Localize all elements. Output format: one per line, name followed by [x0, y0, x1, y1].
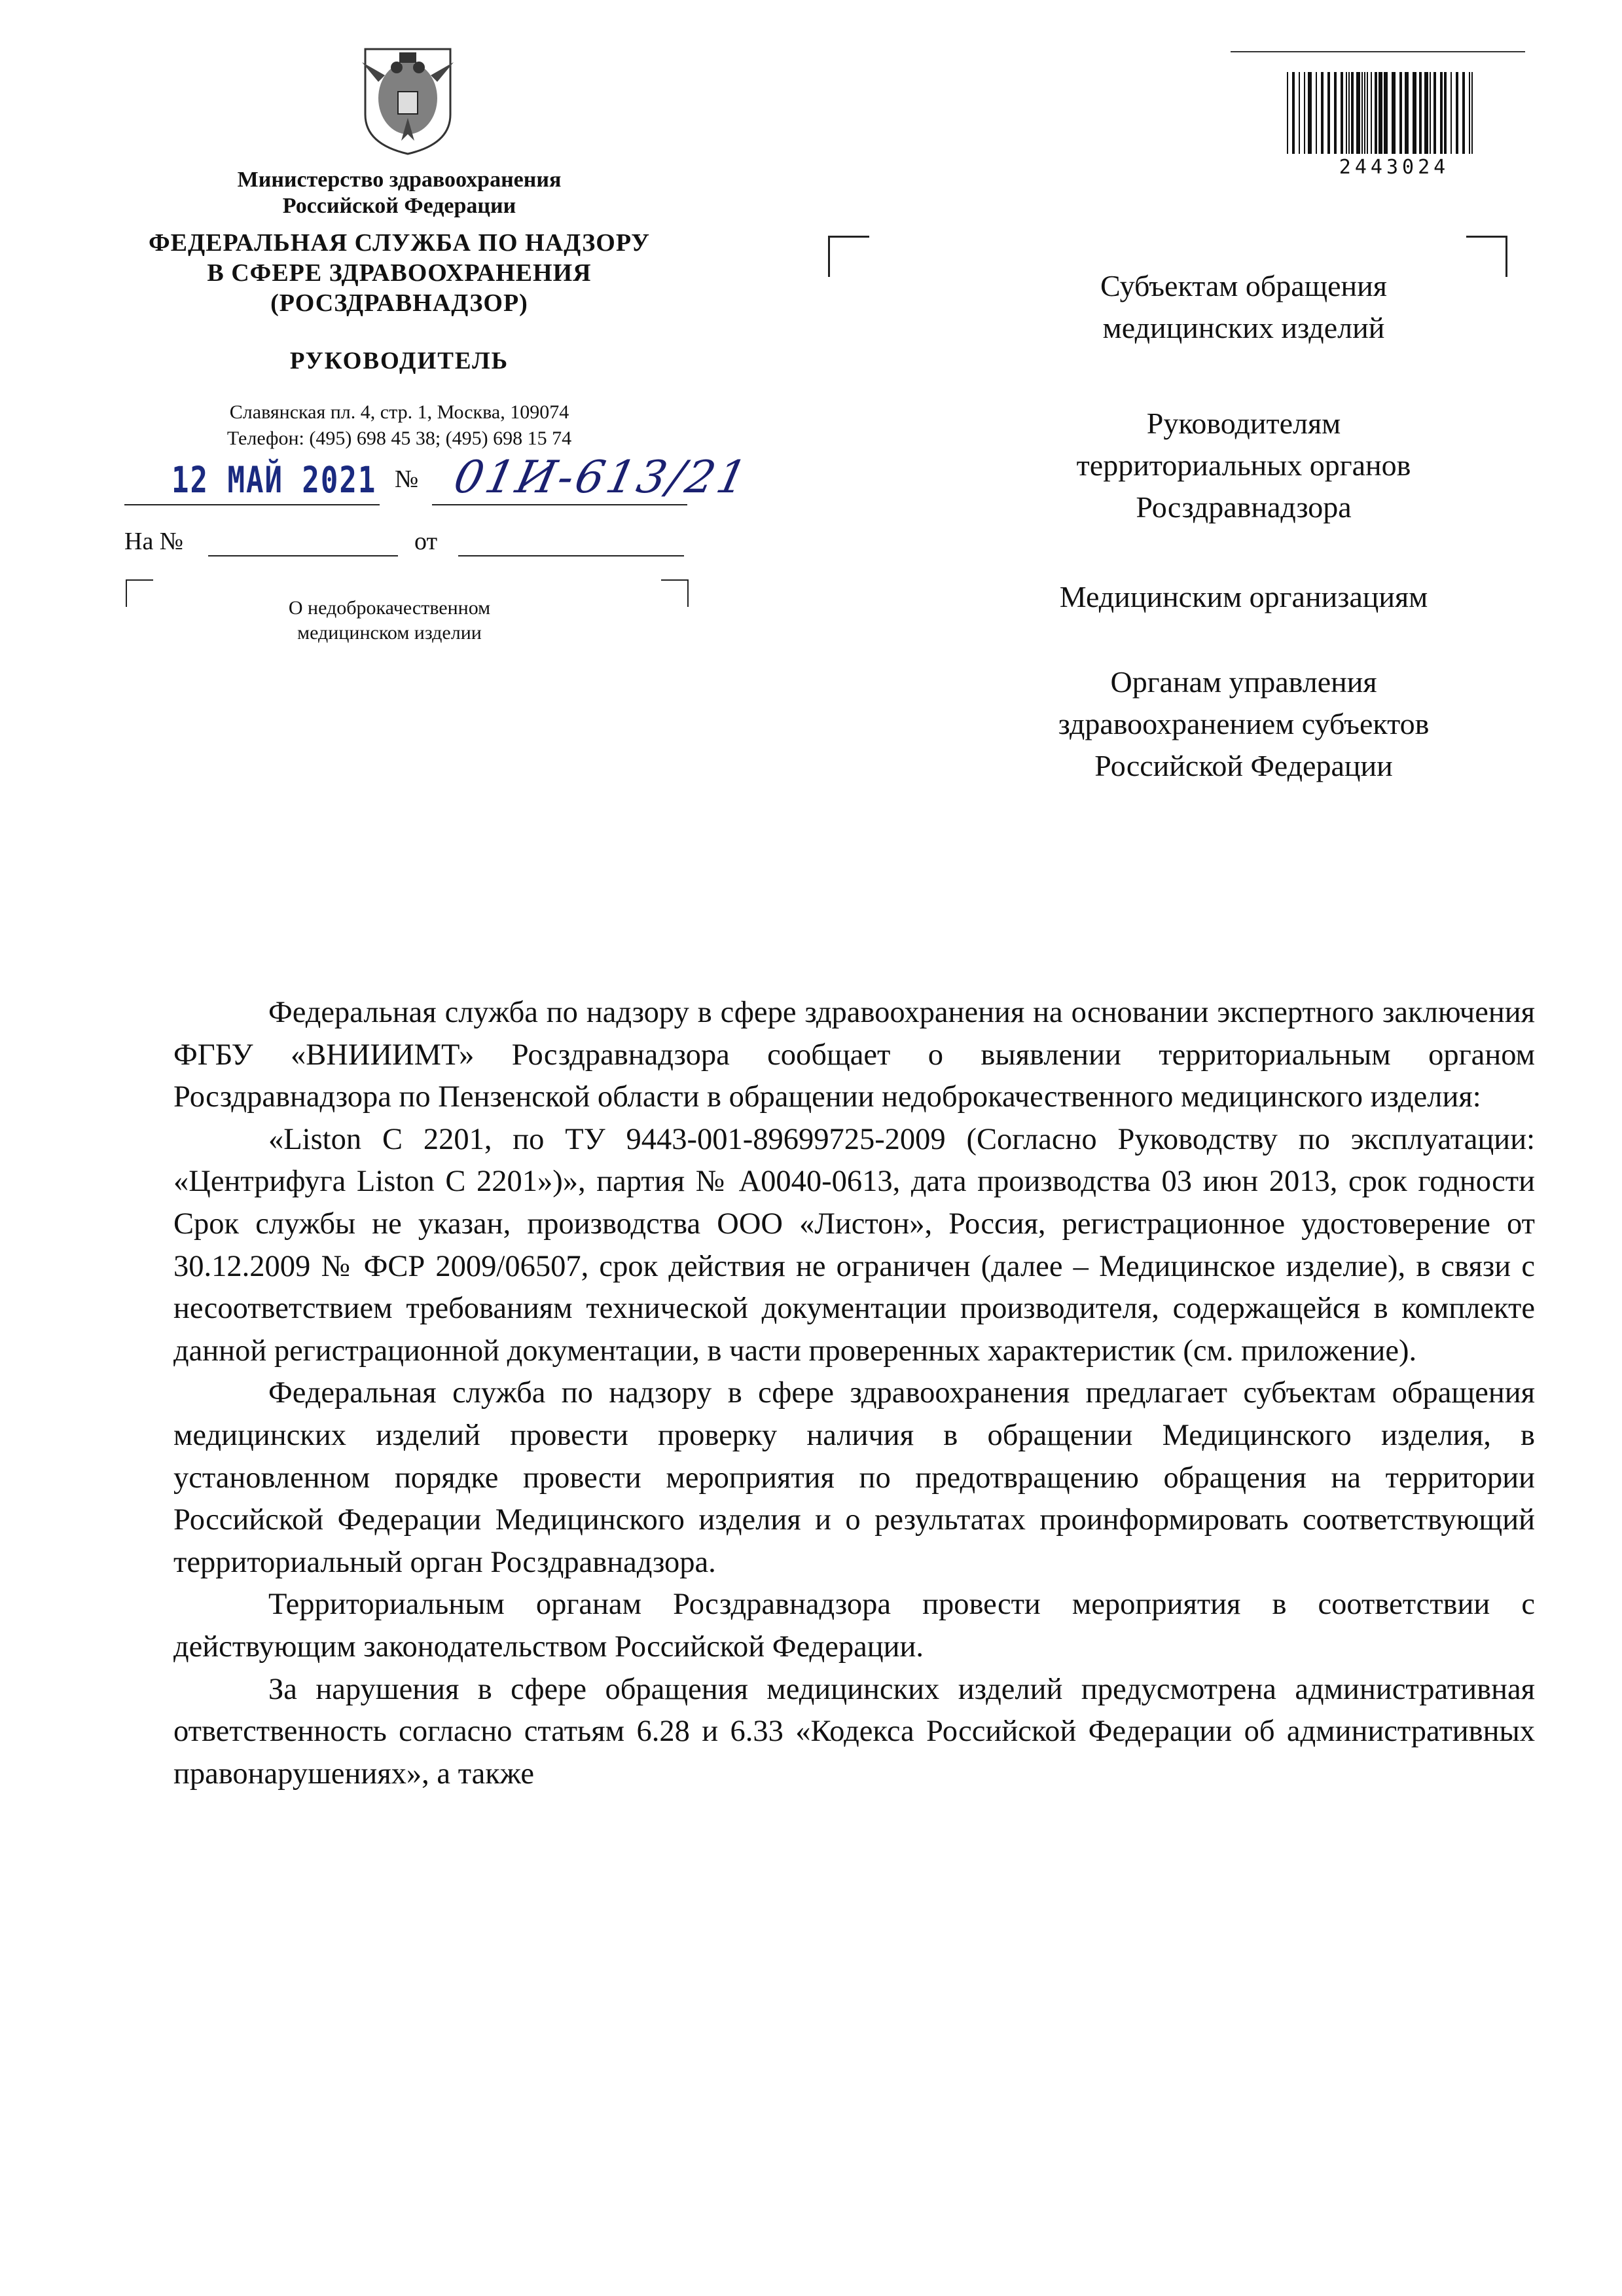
recipient-line: Субъектам обращения	[1100, 269, 1387, 302]
body-paragraph-3: Федеральная служба по надзору в сфере здравоохранения предлагает субъектам обращения медицинских изделий провести проверку наличия в обращении Медицинского изделия, в установленном порядке провести мероприятия по предотвращению обращения на территории Российской Федерации Медицинского изделия и о результатах проинформировать соответствующий территориальный орган Росздравнадзора.	[173, 1376, 1535, 1579]
recipient-block-4	[916, 661, 1571, 787]
service-line-3: (РОСЗДРАВНАДЗОР)	[270, 289, 528, 317]
coat-of-arms-emblem	[359, 36, 457, 157]
date-underline	[124, 504, 380, 505]
barcode-bar	[1456, 72, 1458, 154]
head-title: РУКОВОДИТЕЛЬ	[289, 348, 509, 374]
recipient-block-3	[916, 576, 1571, 618]
barcode-bar	[1308, 72, 1312, 154]
barcode-bar	[1451, 72, 1452, 154]
phone: Телефон: (495) 698 45 38; (495) 698 15 74	[226, 428, 572, 449]
recipient-block-1	[916, 265, 1571, 349]
barcode-bar	[1419, 72, 1422, 154]
address: Славянская пл. 4, стр. 1, Москва, 109074	[229, 401, 569, 423]
barcode-bar	[1399, 72, 1402, 154]
reply-number-label: На №	[124, 528, 184, 555]
barcode-number: 2443024	[1339, 156, 1450, 179]
subject-corner-top-left	[126, 579, 153, 607]
barcode-bar	[1348, 72, 1350, 154]
barcode-bar	[1321, 72, 1324, 154]
barcode-bar	[1430, 72, 1431, 154]
barcode-bar	[1424, 72, 1428, 154]
barcode-bar	[1444, 72, 1447, 154]
recipient-corner-top-left	[828, 236, 869, 277]
body-paragraph-4: Территориальным органам Росздравнадзора провести мероприятия в соответствии с действующим законодательством Российской Федерации.	[173, 1588, 1535, 1664]
subject-corner-top-right	[661, 579, 689, 607]
barcode-bar	[1341, 72, 1343, 154]
letter-body	[173, 992, 1535, 1795]
recipient-block-2	[916, 403, 1571, 528]
recipient-line: Медицинским организациям	[1059, 580, 1428, 613]
contact-block	[98, 399, 700, 452]
number-sign: №	[395, 465, 419, 493]
barcode-bar	[1327, 72, 1330, 154]
barcode-bar	[1316, 72, 1317, 154]
body-paragraph-5: За нарушения в сфере обращения медицинских изделий предусмотрена административная ответственность согласно статьям 6.28 и 6.33 «Кодекса Российской Федерации об административных правонарушениях», а также	[173, 1672, 1535, 1791]
barcode-bar	[1413, 72, 1416, 154]
barcode-bar	[1364, 72, 1365, 154]
barcode-bar	[1405, 72, 1409, 154]
barcode-bar	[1351, 72, 1354, 154]
reply-from-underline	[458, 555, 684, 556]
barcode-bar	[1299, 72, 1300, 154]
barcode-icon	[1283, 72, 1479, 157]
barcode-bar	[1304, 72, 1305, 154]
barcode-bar	[1379, 72, 1382, 154]
reply-from-label: от	[414, 528, 438, 555]
body-paragraph-2: «Liston C 2201, по ТУ 9443-001-89699725-2009 (Согласно Руководству по эксплуатации: «Центрифуга Liston C 2201»)», партия № A0040-0613, дата производства 03 июн 2013, срок годности Срок службы не указан, производства ООО «Листон», Россия, регистрационное удостоверение от 30.12.2009 № ФСР 2009/06507, срок действия не ограничен (далее – Медицинское изделие), в связи с несоответствием требованиям технической документации производителя, содержащейся в комплекте данной регистрационной документации, в части проверенных характеристик (см. приложение).	[173, 1122, 1535, 1368]
recipient-line: Органам управления	[1110, 665, 1377, 699]
number-underline	[432, 504, 687, 505]
barcode-bar	[1471, 72, 1473, 154]
barcode-bar	[1346, 72, 1347, 154]
subject-line-2: медицинском изделии	[297, 622, 482, 644]
barcode-bar	[1371, 72, 1372, 154]
handwritten-registration-number: 01И-613/21	[449, 452, 754, 503]
recipient-line: территориальных органов	[1076, 448, 1411, 482]
recipient-line: медицинских изделий	[1102, 311, 1385, 344]
barcode-top-rule	[1231, 51, 1525, 52]
ministry-line-1: Министерство здравоохранения	[237, 168, 562, 192]
barcode-bar	[1367, 72, 1368, 154]
ministry-line-2: Российской Федерации	[282, 194, 516, 218]
subject-line-1: О недоброкачественном	[288, 597, 491, 619]
registration-date-stamp: 12 МАЙ 2021	[171, 460, 377, 501]
barcode-bar	[1292, 72, 1295, 154]
service-line-2: В СФЕРЕ ЗДРАВООХРАНЕНИЯ	[207, 259, 592, 287]
barcode-bar	[1440, 72, 1443, 154]
body-paragraph-1: Федеральная служба по надзору в сфере здравоохранения на основании экспертного заключения ФГБУ «ВНИИИМТ» Росздравнадзора сообщает о выявлении территориальным органом Росздравнадзора по Пензенской области в обращении недоброкачественного медицинского изделия:	[173, 996, 1535, 1114]
recipient-line: Российской Федерации	[1094, 749, 1393, 782]
recipient-line: Росздравнадзора	[1136, 490, 1352, 524]
barcode-bar	[1392, 72, 1396, 154]
recipient-line: Руководителям	[1146, 407, 1341, 440]
barcode-bar	[1469, 72, 1470, 154]
letter-subject	[209, 596, 569, 646]
barcode-bar	[1361, 72, 1363, 154]
service-name	[98, 228, 700, 318]
barcode-bar	[1375, 72, 1377, 154]
reply-number-underline	[208, 555, 398, 556]
barcode-bar	[1287, 72, 1288, 154]
barcode-bar	[1433, 72, 1436, 154]
ministry-name	[98, 167, 700, 219]
barcode-bar	[1334, 72, 1337, 154]
barcode-bar	[1384, 72, 1388, 154]
barcode-bar	[1356, 72, 1360, 154]
barcode-bar	[1462, 72, 1465, 154]
service-line-1: ФЕДЕРАЛЬНАЯ СЛУЖБА ПО НАДЗОРУ	[149, 229, 650, 257]
recipient-line: здравоохранением субъектов	[1058, 707, 1430, 740]
